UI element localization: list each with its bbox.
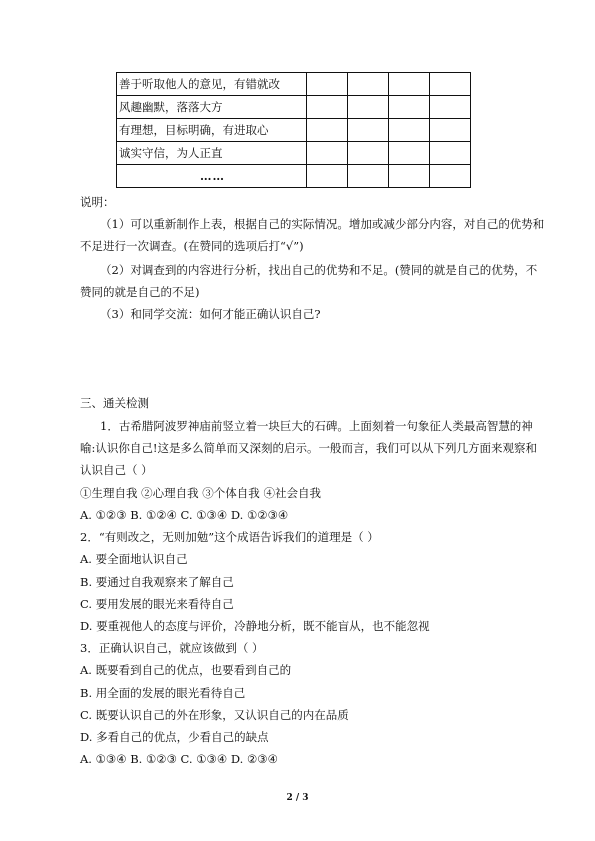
- check-cell[interactable]: [307, 119, 348, 142]
- check-cell[interactable]: [389, 73, 430, 96]
- note-3: （3）和同学交流：如何才能正确认识自己?: [100, 307, 321, 321]
- check-cell[interactable]: [348, 119, 389, 142]
- check-cell[interactable]: [430, 165, 471, 188]
- note-2-line-2: 赞同的就是自己的不足): [80, 285, 200, 299]
- table-row: [117, 96, 471, 119]
- q2-option-a: A. 要全面地认识自己: [80, 552, 188, 566]
- check-cell[interactable]: [430, 73, 471, 96]
- q3-option-c: C. 既要认识自己的外在形象，又认识自己的内在品质: [80, 708, 349, 722]
- note-1-line-1: （1）可以重新制作上表，根据自己的实际情况。增加或减少部分内容，对自己的优势和: [100, 217, 545, 231]
- check-cell[interactable]: [389, 142, 430, 165]
- check-cell[interactable]: [307, 96, 348, 119]
- q3-option-b: B. 用全面的发展的眼光看待自己: [80, 686, 246, 700]
- self-assessment-table: [116, 72, 471, 188]
- page-number: 2 / 3: [286, 793, 309, 803]
- row-ellipsis: ……: [117, 165, 307, 188]
- check-cell[interactable]: [430, 142, 471, 165]
- table-row: [117, 165, 471, 188]
- check-cell[interactable]: [348, 165, 389, 188]
- check-cell[interactable]: [307, 73, 348, 96]
- section-title: 三、通关检测: [80, 396, 149, 410]
- check-cell[interactable]: [389, 119, 430, 142]
- check-cell[interactable]: [307, 142, 348, 165]
- table-row: [117, 119, 471, 142]
- q3: 3．正确认识自己，就应该做到（ ）: [80, 641, 264, 655]
- check-cell[interactable]: [348, 142, 389, 165]
- check-cell[interactable]: [430, 119, 471, 142]
- q2-option-d: D. 要重视他人的态度与评价，冷静地分析，既不能盲从，也不能忽视: [80, 619, 430, 633]
- check-cell[interactable]: [389, 96, 430, 119]
- row-label: 善于听取他人的意见，有错就改: [117, 73, 307, 96]
- table-row: [117, 142, 471, 165]
- note-2-line-1: （2）对调查到的内容进行分析，找出自己的优势和不足。(赞同的就是自己的优势，不: [100, 263, 538, 277]
- q2: 2．“有则改之，无则加勉”这个成语告诉我们的道理是（ ）: [80, 530, 379, 544]
- q3-option-d: D. 多看自己的优点，少看自己的缺点: [80, 730, 269, 744]
- q1-line-1: 1．古希腊阿波罗神庙前竖立着一块巨大的石碑。上面刻着一句象征人类最高智慧的神: [100, 419, 533, 433]
- q1-line-3: 认识自己（ ）: [80, 463, 153, 477]
- row-label: 风趣幽默，落落大方: [117, 96, 307, 119]
- notes-heading: 说明：: [80, 195, 115, 209]
- check-cell[interactable]: [348, 96, 389, 119]
- q1-line-2: 喻:认识你自己!这是多么简单而又深刻的启示。一般而言，我们可以从下列几方面来观察和: [80, 441, 537, 455]
- note-1-line-2: 不足进行一次调查。(在赞同的选项后打“√”): [80, 239, 304, 253]
- check-cell[interactable]: [389, 165, 430, 188]
- q3-options: A. ①③④ B. ①②③ C. ①③④ D. ②③④: [80, 752, 278, 766]
- q3-option-a: A. 既要看到自己的优点，也要看到自己的: [80, 663, 292, 677]
- check-cell[interactable]: [430, 96, 471, 119]
- q2-option-b: B. 要通过自我观察来了解自己: [80, 575, 234, 589]
- check-cell[interactable]: [348, 73, 389, 96]
- check-cell[interactable]: [307, 165, 348, 188]
- q2-option-c: C. 要用发展的眼光来看待自己: [80, 597, 234, 611]
- q1-items: ①生理自我 ②心理自我 ③个体自我 ④社会自我: [80, 486, 321, 500]
- row-label: 诚实守信，为人正直: [117, 142, 307, 165]
- table-row: [117, 73, 471, 96]
- q1-options: A. ①②③ B. ①②④ C. ①③④ D. ①②③④: [80, 508, 289, 522]
- row-label: 有理想，目标明确，有进取心: [117, 119, 307, 142]
